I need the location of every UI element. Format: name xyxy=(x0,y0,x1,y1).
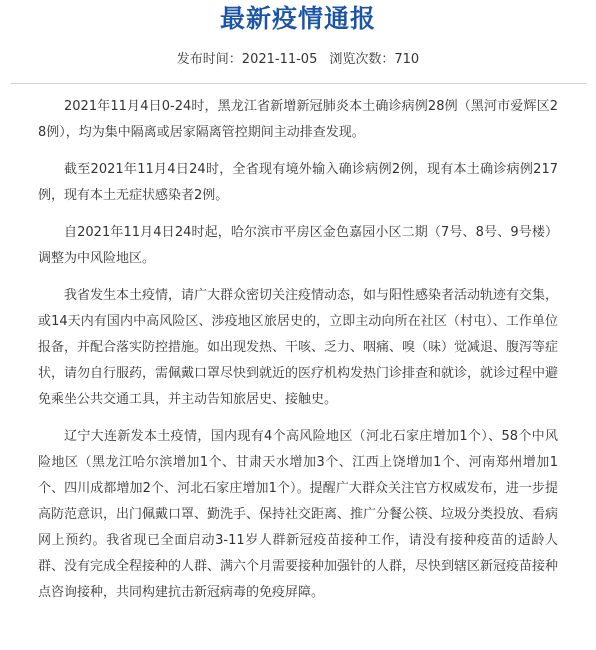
view-count: 710 xyxy=(394,52,420,67)
article-title: 最新疫情通报 xyxy=(219,4,376,33)
paragraph-national-situation: 辽宁大连新发本土疫情，国内现有4个高风险地区（河北石家庄增加1个）、58个中风险地区（黑龙江哈尔滨增加1个、甘肃天水增加3个、江西上饶增加1个、河南郑州增加1个、四川成都增加2个、河北石家庄增加1个）。提醒广大群众关注官方权威发布，进一步提高防范意识，出门佩戴口罩、勤洗手、保持社交距离、推广分餐公筷、垃圾分类投放、看病网上预约。我省现已全面启动3-11岁人群新冠疫苗接种工作，请没有接种疫苗的适龄人群、没有完成全程接种的人群、满六个月需要接种加强针的人群，尽快到辖区新冠疫苗接种点咨询接种，共同构建抗击新冠病毒的免疫屏障。 xyxy=(38,429,559,600)
title-divider xyxy=(11,83,587,84)
paragraph-new-cases: 2021年11月4日0-24时，黑龙江省新增新冠肺炎本土确诊病例28例（黑河市爱辉区28例），均为集中隔离或居家隔离管控期间主动排查发现。 xyxy=(38,99,558,140)
paragraph-case-totals: 截至2021年11月4日24时，全省现有境外输入确诊病例2例，现有本土确诊病例217例，现有本土无症状感染者2例。 xyxy=(38,162,558,203)
publish-date: 2021-11-05 xyxy=(241,52,318,67)
paragraph-risk-area-change: 自2021年11月4日24时起，哈尔滨市平房区金色嘉园小区二期（7号、8号、9号楼）调整为中风险地区。 xyxy=(38,225,558,266)
publish-time-label: 发布时间： xyxy=(176,52,242,67)
view-count-label: 浏览次数： xyxy=(329,52,395,67)
paragraph-public-advice: 我省发生本土疫情，请广大群众密切关注疫情动态，如与阳性感染者活动轨迹有交集，或14天内有国内中高风险区、涉疫地区旅居史的，立即主动向所在社区（村屯）、工作单位报备，并配合落实防控措施。如出现发热、干咳、乏力、咽痛、嗅（味）觉减退、腹泻等症状，请勿自行服药，需佩戴口罩尽快到就近的医疗机构发热门诊排查和就诊，就诊过程中避免乘坐公共交通工具，并主动告知旅居史、接触史。 xyxy=(38,288,559,407)
article-meta xyxy=(0,51,596,69)
article-body xyxy=(38,94,558,617)
